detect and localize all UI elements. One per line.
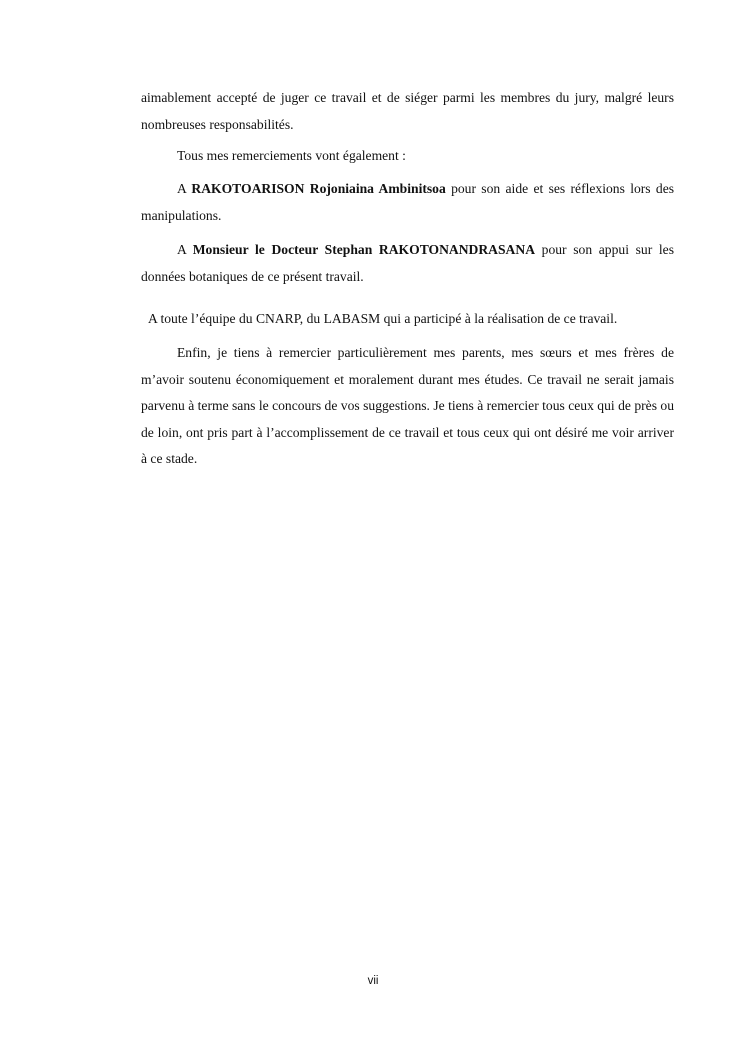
acknowledgements-intro (141, 143, 674, 170)
paragraph-family: Enfin, je tiens à remercier particulièrement mes parents, mes sœurs et mes frères de m’avoir soutenu économiquement et moralement durant mes études. Ce travail ne serait jamais parvenu à terme sans le concours de vos suggestions. Je tiens à remercier tous ceux qui de près ou de loin, ont pris part à l’accomplissement de ce travail et tous ceux qui ont désiré me voir arriver à ce stade. (141, 345, 674, 466)
paragraph-rakotonandrasana-wrap (141, 237, 674, 290)
page-number: vii (367, 975, 379, 987)
paragraph-thanks-intro: Tous mes remerciements vont également : (177, 148, 406, 163)
name-rakotonandrasana: Monsieur le Docteur Stephan RAKOTONANDRASANA (192, 242, 536, 257)
rakotonandrasana-rest: pour son appui sur les données botaniques de ce présent travail. (141, 242, 674, 284)
paragraph-family-wrap (141, 340, 674, 473)
paragraph-rakotoarison-wrap (141, 176, 674, 229)
paragraph-team: A toute l’équipe du CNARP, du LABASM qui a participé à la réalisation de ce travail. (148, 311, 618, 326)
rakotoarison-rest: pour son aide et ses réflexions lors des manipulations. (141, 181, 675, 223)
prefix-a: A (177, 181, 192, 196)
name-rakotoarison: RAKOTOARISON Rojoniaina Ambinitsoa (191, 181, 446, 196)
prefix-a: A (177, 242, 193, 257)
paragraph-rakotonandrasana (141, 237, 674, 290)
paragraph-rakotoarison (141, 176, 674, 229)
acknowledgements-body (141, 85, 674, 138)
paragraph-jury: aimablement accepté de juger ce travail et de siéger parmi les membres du jury, malgré leurs nombreuses responsabilités. (141, 90, 674, 132)
paragraph-team-wrap (148, 306, 678, 333)
